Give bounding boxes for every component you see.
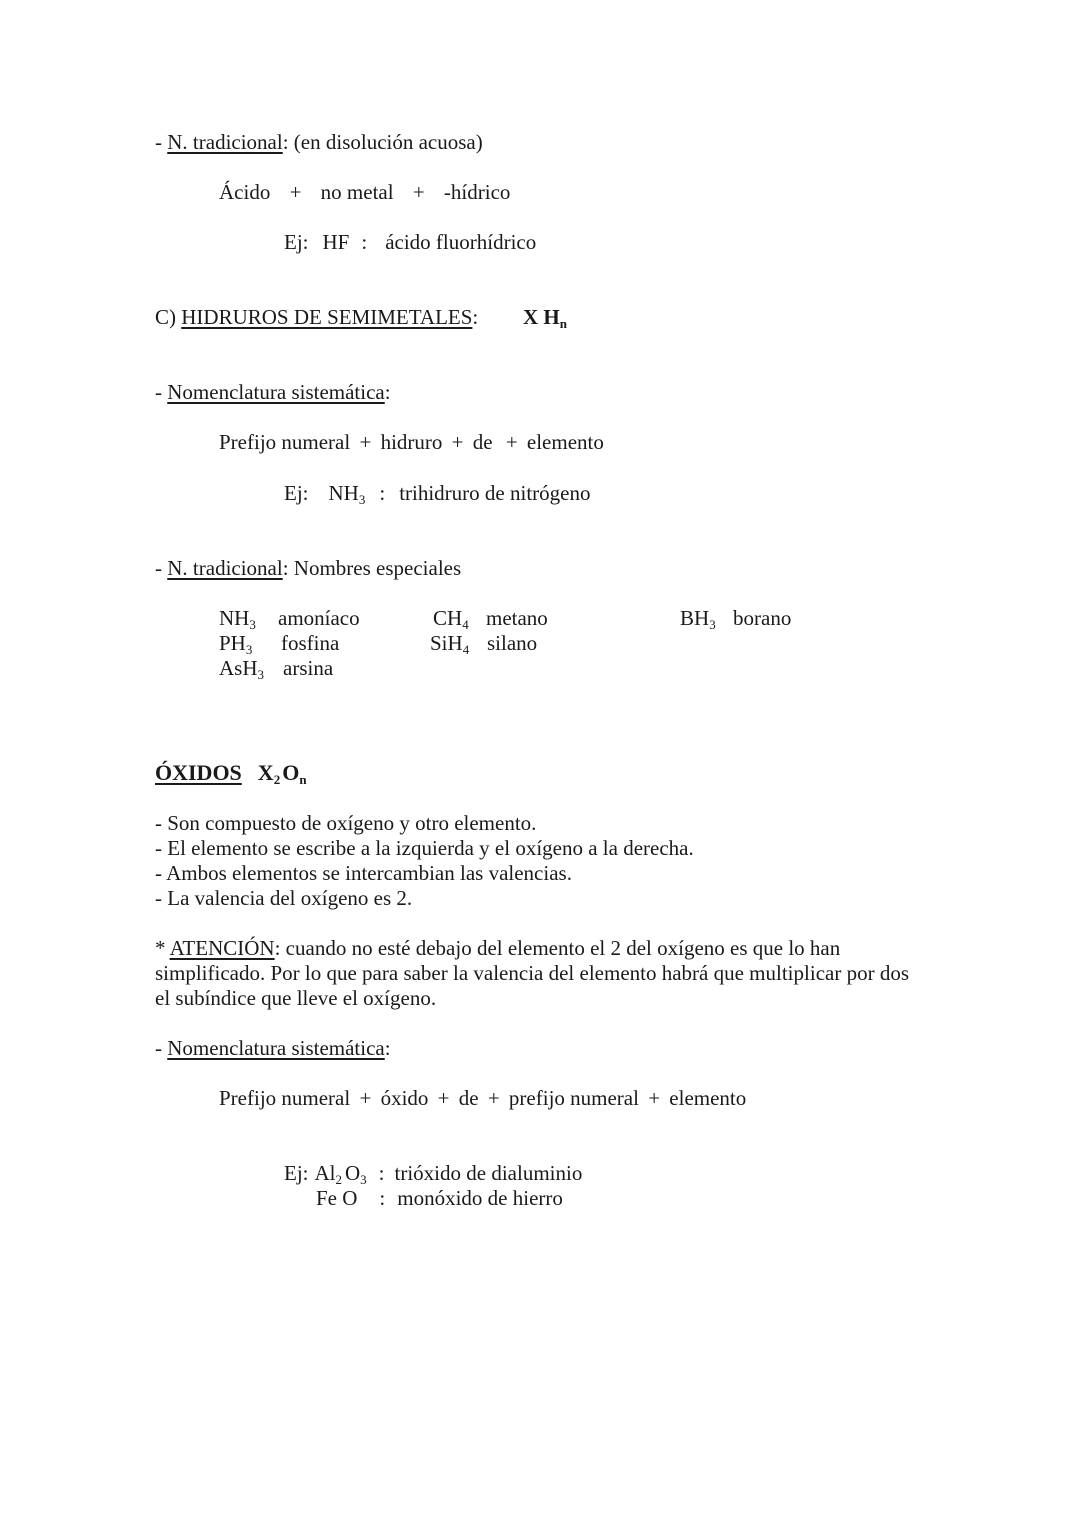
trad1-rule: Ácido + no metal + -hídrico (219, 180, 511, 204)
section-c-formula: X $H_n$ (523, 305, 567, 331)
special-name-row: $NH_3$ (219, 606, 256, 632)
special-name-row: AsH$_3$ (219, 656, 265, 682)
sist1-label: Nomenclatura sistemática (167, 380, 385, 404)
sist1-rule: Prefijo numeral + hidruro + de + elemento (219, 430, 604, 454)
oxidos-title: ÓXIDOS (155, 760, 242, 785)
sist2-example-1: Ej: $Al_2$ $O_3$ : trióxido de dialuminio (284, 1161, 583, 1187)
oxidos-heading: ÓXIDOS $X_2O_n$ (155, 760, 307, 787)
atencion-label: ATENCIÓN (169, 936, 275, 960)
trad2-heading: - N. tradicional: Nombres especiales (155, 556, 462, 580)
sist2-heading: - Nomenclatura sistemática: (155, 1036, 391, 1060)
bullet-item: - El elemento se escribe a la izquierda y el oxígeno a la derecha. (155, 836, 694, 860)
sist2-label: Nomenclatura sistemática (167, 1036, 385, 1060)
special-name: metano (486, 606, 548, 630)
sist2-rule: Prefijo numeral + óxido + de + prefijo numeral + elemento (219, 1086, 747, 1110)
special-name: amoníaco (278, 606, 360, 630)
section-c-title: HIDRUROS DE SEMIMETALES (181, 305, 473, 329)
special-name-row: $CH_4$ (433, 606, 469, 632)
special-name: borano (733, 606, 792, 630)
bullet-item: - Ambos elementos se intercambian las valencias. (155, 861, 572, 885)
special-name-row: $BH_3$ (680, 606, 716, 632)
atencion-paragraph: * ATENCIÓN: cuando no esté debajo del elemento el 2 del oxígeno es que lo han simplificado. Por lo que para saber la valencia del elemento habrá que multiplicar por dos el subíndice que lleve el oxígeno. (155, 936, 909, 1010)
sist1-example: Ej: $NH_3$ : trihidruro de nitrógeno (284, 481, 591, 507)
sist1-heading: - Nomenclatura sistemática: (155, 380, 391, 404)
special-name-row: $PH_3$ (219, 631, 253, 657)
trad1-example: Ej: HF : ácido fluorhídrico (284, 230, 537, 254)
special-name: arsina (283, 656, 334, 680)
bullet-item: - La valencia del oxígeno es 2. (155, 886, 413, 910)
section-c-heading: C) HIDRUROS DE SEMIMETALES: (155, 305, 479, 329)
special-name-row: SiH$_4$ (430, 631, 470, 657)
special-name: fosfina (281, 631, 340, 655)
special-name: silano (487, 631, 538, 655)
bullet-item: - Son compuesto de oxígeno y otro elemento. (155, 811, 537, 835)
trad2-label: N. tradicional (167, 556, 283, 580)
trad1-heading: - N. tradicional: (en disolución acuosa) (155, 130, 483, 154)
sist2-example-2: Fe O : monóxido de hierro (316, 1186, 563, 1210)
trad1-label: N. tradicional (167, 130, 283, 154)
